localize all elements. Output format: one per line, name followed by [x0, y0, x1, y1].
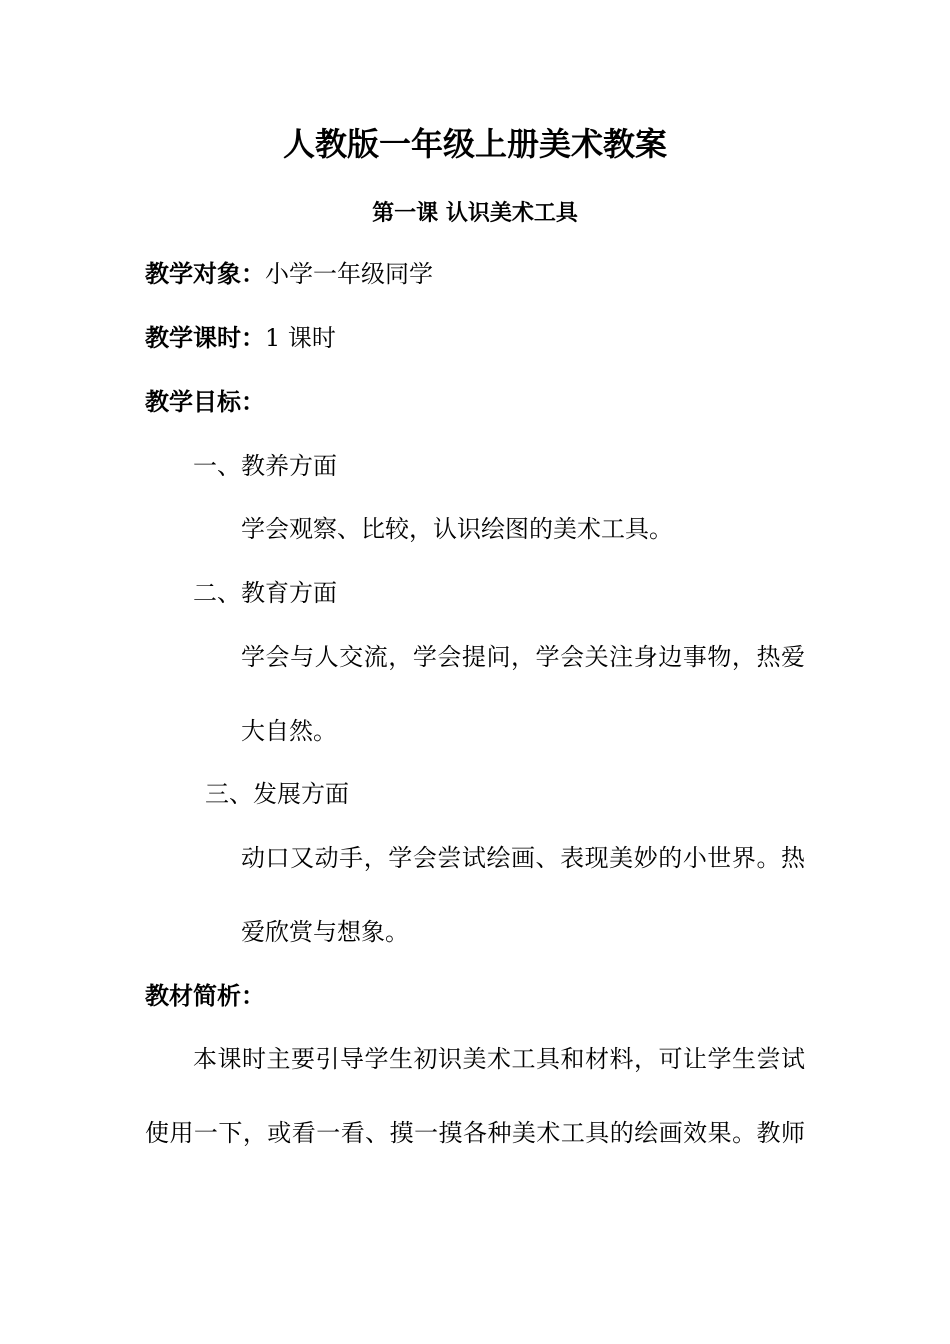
document-title: 人教版一年级上册美术教案: [282, 125, 667, 163]
goal-2-line-2: 大自然。: [241, 717, 337, 745]
field-label: 教学对象：: [145, 259, 265, 288]
field-label: 教学目标：: [145, 387, 265, 416]
analysis-label: 教材简析：: [145, 981, 265, 1010]
analysis-line-1: 本课时主要引导学生初识美术工具和材料，可让学生尝试: [193, 1045, 805, 1073]
goal-3-line-2: 爱欣赏与想象。: [241, 918, 409, 946]
field-label: 教学课时：: [145, 323, 265, 352]
goal-2-line-1: 学会与人交流，学会提问，学会关注身边事物，热爱: [241, 643, 805, 671]
goal-heading-3: 三、发展方面: [205, 780, 349, 808]
lesson-title: 第一课 认识美术工具: [372, 200, 578, 226]
analysis-heading: [145, 980, 265, 1012]
field-teaching-object: [145, 258, 433, 290]
field-teaching-hours: [145, 322, 336, 354]
field-value: 小学一年级同学: [265, 260, 433, 288]
goal-heading-1: 一、教养方面: [193, 452, 337, 480]
goal-heading-2: 二、教育方面: [193, 579, 337, 607]
analysis-line-2: 使用一下，或看一看、摸一摸各种美术工具的绘画效果。教师: [145, 1119, 805, 1147]
goal-1-line-1: 学会观察、比较，认识绘图的美术工具。: [241, 515, 673, 543]
field-value: 1 课时: [265, 324, 336, 352]
field-teaching-goals: [145, 386, 265, 418]
goal-3-line-1: 动口又动手，学会尝试绘画、表现美妙的小世界。热: [241, 844, 805, 872]
